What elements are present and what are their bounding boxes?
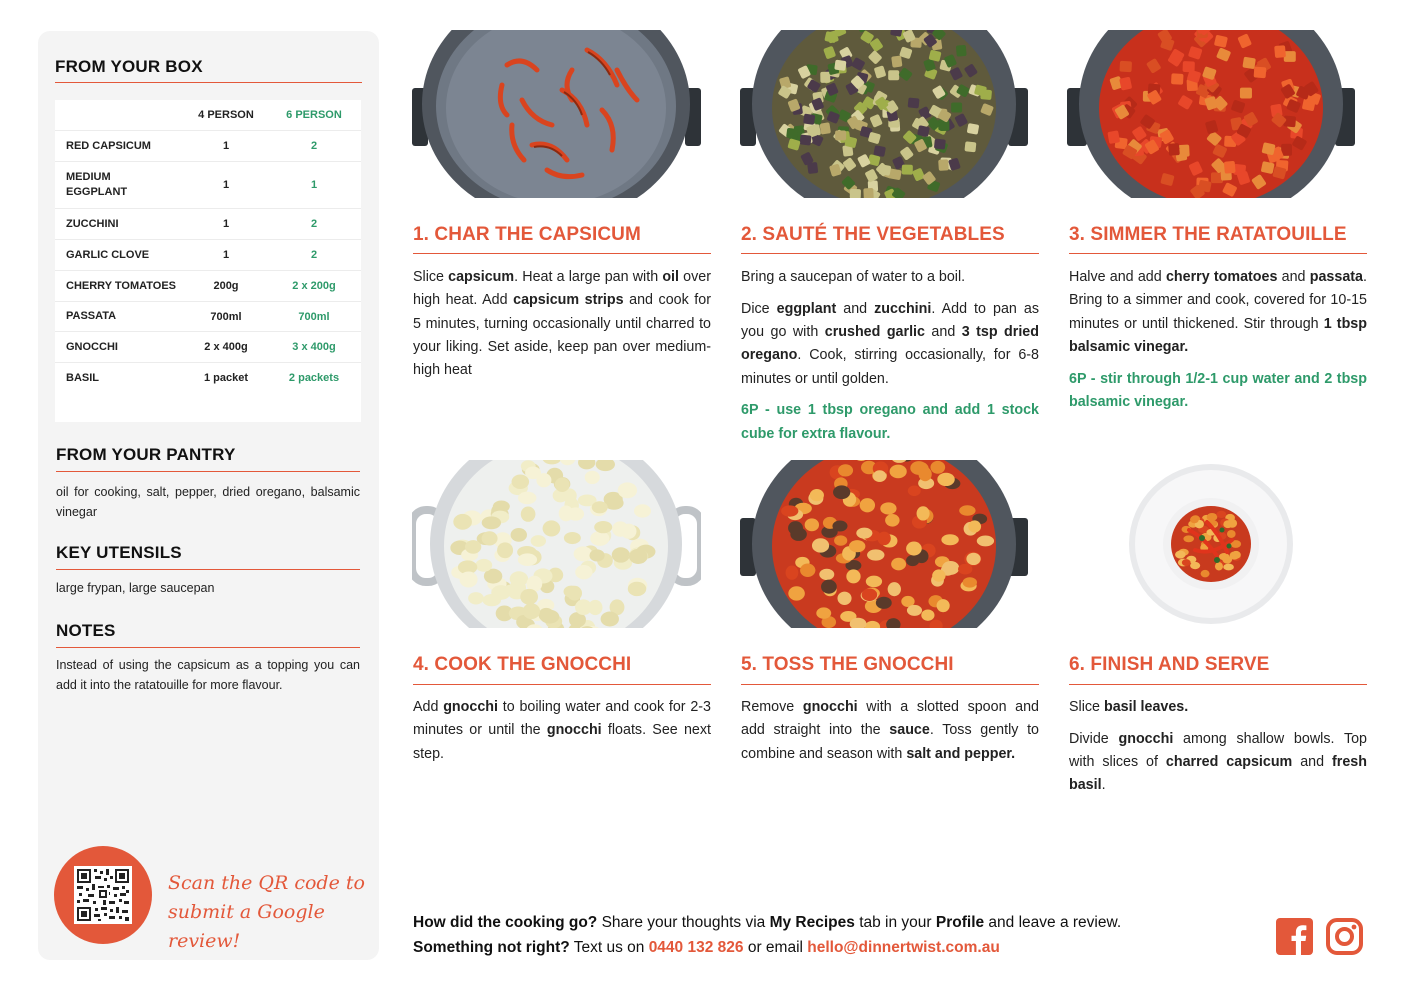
qty-4-person: 1 [222,218,230,230]
food-piece [564,532,581,544]
food-piece [1215,562,1223,570]
divider [741,253,1039,254]
food-piece [540,610,559,624]
column-4-person: 4 PERSON [198,109,254,121]
food-piece [835,130,846,140]
food-piece [907,605,922,616]
divider [413,684,711,685]
food-piece [819,122,830,134]
food-piece [862,589,878,601]
step-6-body [1069,696,1367,806]
divider [56,647,360,648]
food-piece [468,592,484,604]
food-piece [1182,559,1191,566]
food-piece [908,486,921,497]
table-header [55,100,361,130]
food-piece [963,577,977,587]
food-piece [520,589,538,605]
qty-4-person: 700ml [210,310,242,323]
step-paragraph: Bring a saucepan of water to a boil. [741,269,966,285]
food-piece [531,535,546,547]
from-your-box-title: FROM YOUR BOX [55,57,203,76]
qr-code-badge[interactable] [54,846,152,944]
food-piece [518,492,537,505]
food-piece [589,549,604,561]
qty-4-person: 1 packet [203,372,249,384]
food-piece [460,571,478,587]
food-piece [1227,530,1236,538]
divider [1069,684,1367,685]
step-4-photo [412,460,701,628]
food-piece [951,103,962,113]
ingredient-name: RED CAPSICUM [66,139,151,152]
food-piece [634,504,651,517]
divider [56,569,360,570]
food-piece [805,518,819,531]
food-piece [863,188,873,198]
step-4-title: 4. COOK THE GNOCCHI [413,654,632,675]
food-piece [1223,564,1234,571]
food-piece [575,565,592,579]
food-piece [1242,57,1256,70]
food-piece [956,45,967,57]
from-your-pantry-title: FROM YOUR PANTRY [56,445,236,464]
food-piece [585,471,600,484]
ingredient-name: PASSATA [66,310,117,322]
feedback-line: How did the cooking go? Share your thoughts via My Recipes tab in your Profile and leave a review. [413,914,1122,931]
food-piece [1223,520,1232,528]
food-piece [819,569,834,580]
food-piece [821,580,837,594]
qty-4-person: 1 [222,249,230,261]
notes-title: NOTES [56,621,116,640]
food-piece [846,569,860,583]
food-piece [1207,513,1218,521]
food-piece [917,506,930,520]
step-paragraph: Add gnocchi to boiling water and cook for 2-3 minutes or until the gnocchi floats. See next step. [413,699,711,762]
step-4-body [413,696,711,774]
utensils-text: large frypan, large saucepan [56,581,215,595]
food-piece [891,55,902,67]
food-piece [592,501,608,513]
food-piece [816,607,831,618]
food-piece [564,586,580,598]
food-piece [628,582,647,596]
table-row [55,331,361,362]
step-2-body [741,266,1039,455]
divider [741,684,1039,685]
sidebar [38,31,379,960]
food-piece [873,145,886,157]
food-piece [518,553,537,566]
food-piece [781,505,798,516]
step-3-photo [1067,30,1356,198]
food-piece [482,531,498,545]
key-utensils-title: KEY UTENSILS [56,543,182,562]
food-piece [475,559,492,572]
step-paragraph: Divide gnocchi among shallow bowls. Top with slices of charred capsicum and fresh basil. [1069,730,1367,794]
step-5-photo [740,460,1029,628]
food-piece [968,520,981,532]
food-piece [902,165,913,175]
food-piece [555,477,570,492]
food-piece [834,535,847,545]
food-piece [877,532,890,545]
step-5-title: 5. TOSS THE GNOCCHI [741,654,954,675]
food-piece [930,461,945,474]
step-6-title: 6. FINISH AND SERVE [1069,654,1270,675]
food-piece [967,123,980,135]
step-paragraph: Halve and add cherry tomatoes and passata. Bring to a simmer and cook, covered for 10-15 minutes or until thickened. Stir through 1 tbsp balsamic vinegar. [1069,269,1367,355]
instagram-icon[interactable] [1326,918,1363,955]
food-piece [629,549,648,564]
food-piece [832,521,847,532]
food-piece [889,169,902,181]
food-piece [786,566,799,580]
food-piece [932,569,945,581]
column-6-person: 6 PERSON [286,109,342,121]
pantry-text: oil for cooking, salt, pepper, dried oregano, balsamic vinegar [56,485,360,519]
food-piece [601,612,619,627]
food-piece [856,528,872,539]
food-piece [812,538,829,552]
six-person-tip: 6P - stir through 1/2-1 cup water and 2 tbsp balsamic vinegar. [1069,370,1367,410]
qty-6-person: 3 x 400g [292,341,336,353]
food-piece [867,549,884,560]
food-piece [980,89,992,100]
step-6-photo [1067,460,1356,628]
food-piece [800,134,812,145]
food-piece [937,599,950,612]
food-piece [1183,535,1194,542]
food-piece [937,473,954,486]
food-piece [465,540,481,554]
food-piece [941,534,958,545]
food-piece [512,474,530,489]
step-paragraph: Remove gnocchi with a slotted spoon and add straight into the sauce. Toss gently to combine and season with salt and pepper. [741,699,1039,762]
food-piece [1171,73,1184,84]
ingredients-table [55,100,361,422]
qty-6-person: 2 [310,140,318,152]
food-piece [574,546,593,561]
food-piece [958,564,972,575]
food-piece [906,555,919,566]
food-piece [885,514,899,527]
qty-4-person: 1 [222,140,230,152]
food-piece [966,553,980,565]
food-piece [1168,143,1180,156]
food-piece [849,540,865,552]
food-piece [1107,130,1120,144]
food-piece [523,603,540,619]
food-piece [497,542,513,558]
food-piece [850,189,861,198]
step-1-title: 1. CHAR THE CAPSICUM [413,224,641,245]
food-piece [482,594,501,606]
food-piece [590,531,609,546]
step-2-photo [740,30,1029,198]
food-piece [837,592,851,605]
notes-text: Instead of using the capsicum as a topping you can add it into the ratatouille for more flavour. [56,658,360,692]
food-piece [543,520,561,536]
food-piece [575,599,592,615]
food-piece [521,507,536,522]
food-piece [482,516,501,529]
step-2-title: 2. SAUTÉ THE VEGETABLES [741,224,1005,245]
food-piece [1201,570,1210,577]
food-piece [1231,551,1240,559]
food-piece [879,164,892,176]
food-piece [838,464,853,476]
food-piece [1190,516,1199,523]
food-piece [876,597,892,609]
food-piece [1254,67,1267,79]
food-piece [1274,45,1286,58]
qty-6-person: 2 x 200g [292,280,336,292]
food-piece [788,586,805,600]
food-piece [511,528,527,542]
qr-code[interactable] [74,866,132,924]
food-piece [1198,180,1212,193]
food-piece [921,609,934,620]
food-piece [453,514,472,530]
food-piece [1216,511,1226,518]
step-5-body [741,696,1039,774]
step-paragraph: Slice capsicum. Heat a large pan with oil over high heat. Add capsicum strips and cook for 5 minutes, turning occasionally until charred to your liking. Set aside, keep pan over medium-high heat [413,269,711,379]
ingredient-name: BASIL [66,371,99,384]
support-line: Something not right? Text us on 0440 132 826 or email hello@dinnertwist.com.au [413,939,1000,956]
step-3-body [1069,266,1367,423]
food-piece [525,467,541,480]
table-row [55,301,361,331]
food-piece [908,97,920,108]
food-piece [788,521,803,535]
step-paragraph: Dice eggplant and zucchini. Add to pan as you go with crushed garlic and 3 tsp dried oregano. Cook, stirring occasionally, for 6-8 minutes or until golden. [741,300,1039,387]
table-row [55,130,361,161]
food-piece [834,60,846,71]
ingredient-name: GARLIC CLOVE [66,248,150,261]
facebook-icon[interactable] [1276,918,1313,955]
step-3-title: 3. SIMMER THE RATATOUILLE [1069,224,1347,245]
step-1-photo [412,30,701,198]
ingredient-name: CHERRY TOMATOES [66,279,177,292]
food-piece [1224,161,1236,174]
qty-4-person: 200g [213,280,239,292]
food-piece [800,563,815,577]
food-piece [786,128,798,139]
qty-4-person: 2 x 400g [204,341,248,353]
food-piece [594,521,612,533]
divider [56,471,360,472]
divider [413,253,711,254]
food-piece [873,470,887,482]
food-piece [810,489,824,501]
qty-6-person: 1 [310,179,318,191]
food-piece [906,542,922,556]
feedback-footer [413,910,1253,960]
food-piece [866,576,882,588]
food-piece [938,159,949,171]
food-piece [833,485,850,499]
food-piece [618,482,637,498]
table-row [55,270,361,301]
qty-6-person: 2 [310,249,318,261]
ingredient-name: ZUCCHINI [66,217,119,230]
table-row [55,239,361,270]
ingredient-name: MEDIUM EGGPLANT [66,171,128,198]
food-piece [1119,61,1132,72]
divider [55,82,362,83]
qty-6-person: 700ml [298,310,330,323]
qty-6-person: 2 [310,218,318,230]
food-piece [934,139,946,150]
food-piece [919,467,932,481]
divider [1069,253,1367,254]
food-piece [1240,88,1252,99]
qty-6-person: 2 packets [288,372,340,384]
food-piece [890,465,907,479]
ingredient-name: GNOCCHI [66,340,118,353]
food-piece [959,505,975,515]
table-row [55,208,361,239]
food-piece [803,114,815,125]
qr-review-text: Scan the QR code to submit a Google review! [168,872,365,952]
food-piece [888,582,901,596]
table-row [55,362,361,393]
food-piece [880,502,896,514]
food-piece [977,536,994,547]
step-paragraph: Slice basil leaves. [1069,699,1189,715]
food-piece [964,141,976,152]
food-piece [612,547,630,562]
food-piece [567,507,584,520]
food-piece [612,521,628,536]
table-row [55,161,361,208]
food-piece [860,498,875,512]
step-1-body [413,266,711,391]
food-piece [891,558,906,571]
qty-4-person: 1 [222,179,230,191]
food-piece [888,70,899,80]
food-piece [1175,551,1186,559]
six-person-tip: 6P - use 1 tbsp oregano and add 1 stock cube for extra flavour. [741,402,1039,442]
